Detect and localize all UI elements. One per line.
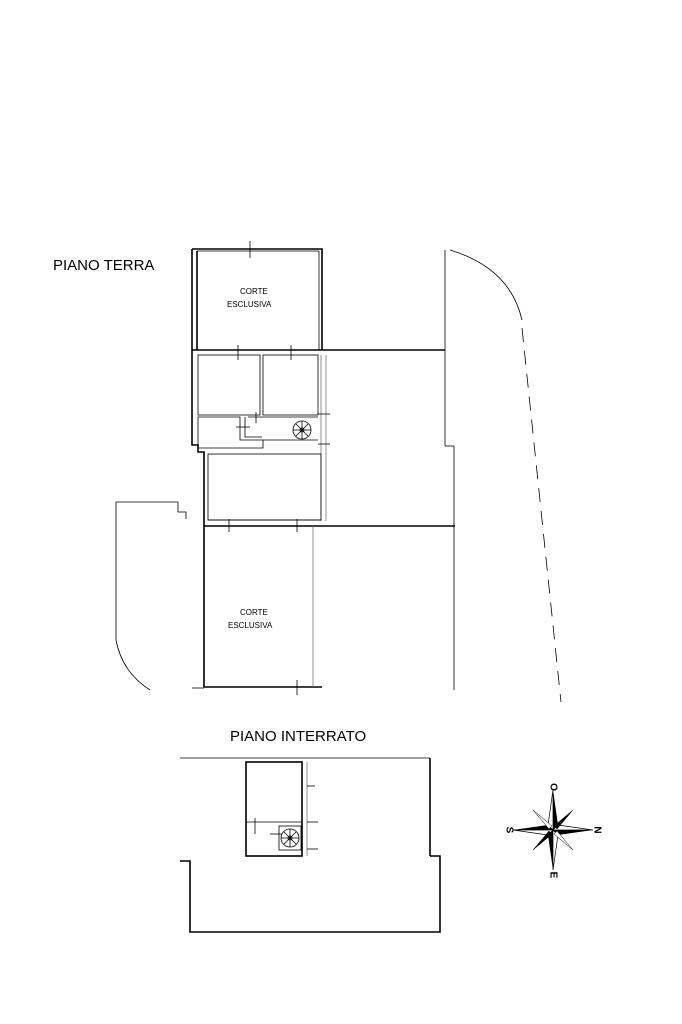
compass-west-label: O: [547, 783, 559, 791]
compass-rose: [503, 783, 602, 879]
main-building: [192, 250, 455, 532]
courtyard-top-label-1: CORTE: [240, 287, 268, 296]
right-boundary-dashed: [522, 328, 561, 702]
right-boundary: [450, 250, 522, 320]
courtyard-bottom-label-2: ESCLUSIVA: [228, 621, 273, 630]
basement-title: PIANO INTERRATO: [230, 728, 367, 745]
left-boundary: [116, 502, 186, 690]
courtyard-bottom-label-1: CORTE: [240, 608, 268, 617]
spiral-staircase-basement: [279, 826, 301, 850]
ground-floor-plan: [116, 241, 561, 702]
ground-floor-title: PIANO TERRA: [53, 257, 155, 274]
bottom-courtyard: [192, 526, 454, 695]
spiral-staircase-ground: [293, 421, 311, 439]
compass-east-label: E: [547, 871, 559, 879]
compass-star: [513, 790, 593, 870]
compass-south-label: S: [503, 826, 515, 834]
compass-north-label: N: [591, 826, 603, 834]
basement-plan: [180, 758, 440, 932]
courtyard-top-label-2: ESCLUSIVA: [227, 300, 272, 309]
